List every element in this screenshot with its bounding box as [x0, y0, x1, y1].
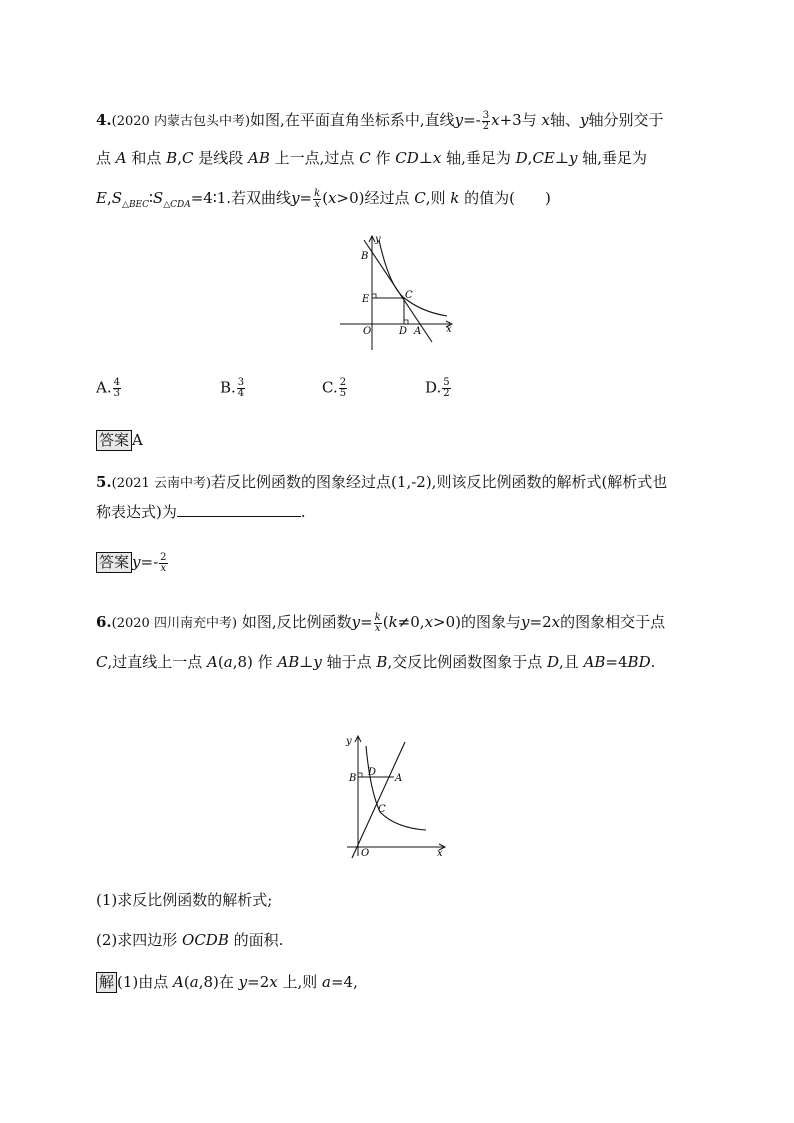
- q6-figure: [342, 730, 452, 860]
- q4-source: (2020 内蒙古包头中考): [111, 114, 251, 129]
- label-O: O: [363, 326, 372, 337]
- answer-value: A: [132, 431, 143, 449]
- fraction-3-2: $\frac{3}{2}$: [482, 109, 490, 132]
- label-B: B: [349, 773, 357, 784]
- label-y: y: [346, 736, 352, 747]
- q6-sub-1: (1)求反比例函数的解析式;: [96, 891, 273, 909]
- label-D: D: [399, 326, 408, 337]
- label-E: E: [362, 294, 370, 305]
- label-x: x: [446, 324, 452, 335]
- answer-tag: 答案: [96, 552, 132, 573]
- q4-option-d: D. $\frac{5}{2}$: [425, 377, 450, 399]
- q4-line-3: $E,S_{\triangle BEC}∶S_{\triangle CDA}=4∶1$.若双曲线y= $\frac{k}{x}$ (x>0)经过点 C,则 k 的值为( ): [96, 187, 551, 210]
- q6-sub-2: (2)求四边形 OCDB 的面积.: [96, 931, 284, 949]
- q4-option-a: A. $\frac{4}{3}$: [96, 377, 120, 399]
- q5-line-1: 5.(2021 云南中考)若反比例函数的图象经过点(1,-2),则该反比例函数的解析式(解析式也: [96, 473, 668, 491]
- q6-line-1: 6.(2020 四川南充中考) 如图,反比例函数y= $\frac{k}{x}$ (k≠0,x>0)的图象与y=2x的图象相交于点: [96, 611, 666, 634]
- q6-line-2: C,过直线上一点 A(a,8) 作 AB⊥y 轴于点 B,交反比例函数图象于点 D,且 AB=4BD.: [96, 653, 656, 671]
- q5-answer: 答案 y=- $\frac{2}{x}$: [96, 552, 169, 574]
- fraction-k-x: $\frac{k}{x}$: [314, 187, 321, 210]
- label-A: A: [395, 773, 403, 784]
- q4-figure: [335, 232, 460, 352]
- answer-blank: [177, 502, 301, 517]
- fraction-2-x: $\frac{2}{x}$: [160, 551, 167, 574]
- fraction-k-x: $\frac{k}{x}$: [374, 611, 381, 634]
- label-A: A: [414, 326, 422, 337]
- q4-option-b: B. $\frac{3}{4}$: [220, 377, 245, 399]
- q4-option-c: C. $\frac{2}{5}$: [322, 377, 347, 399]
- label-C: C: [378, 804, 386, 815]
- label-C: C: [405, 290, 413, 301]
- q6-source: (2020 四川南充中考): [111, 616, 238, 631]
- q6-solution: 解 (1)由点 A(a,8)在 y=2x 上,则 a=4,: [96, 972, 358, 993]
- solution-tag: 解: [96, 972, 117, 993]
- answer-tag: 答案: [96, 430, 132, 451]
- label-y: y: [375, 234, 381, 245]
- label-O: O: [361, 848, 370, 859]
- label-x: x: [437, 848, 443, 859]
- q5-number: 5.: [96, 473, 112, 491]
- q6-number: 6.: [96, 613, 112, 631]
- label-B: B: [361, 251, 369, 262]
- q4-answer: [96, 430, 143, 451]
- q4-number: 4.: [96, 111, 112, 129]
- q5-line-2: 称表达式)为 .: [96, 503, 306, 521]
- q5-source: (2021 云南中考): [111, 476, 212, 491]
- label-D: D: [368, 767, 377, 778]
- q4-line-1: 4.(2020 内蒙古包头中考)如图,在平面直角坐标系中,直线y=- $\frac{3}{2}$ x+3与 x轴、y轴分别交于: [96, 109, 664, 132]
- q4-line-2: 点 A 和点 B,C 是线段 AB 上一点,过点 C 作 CD⊥x 轴,垂足为 D,CE⊥y 轴,垂足为: [96, 149, 648, 167]
